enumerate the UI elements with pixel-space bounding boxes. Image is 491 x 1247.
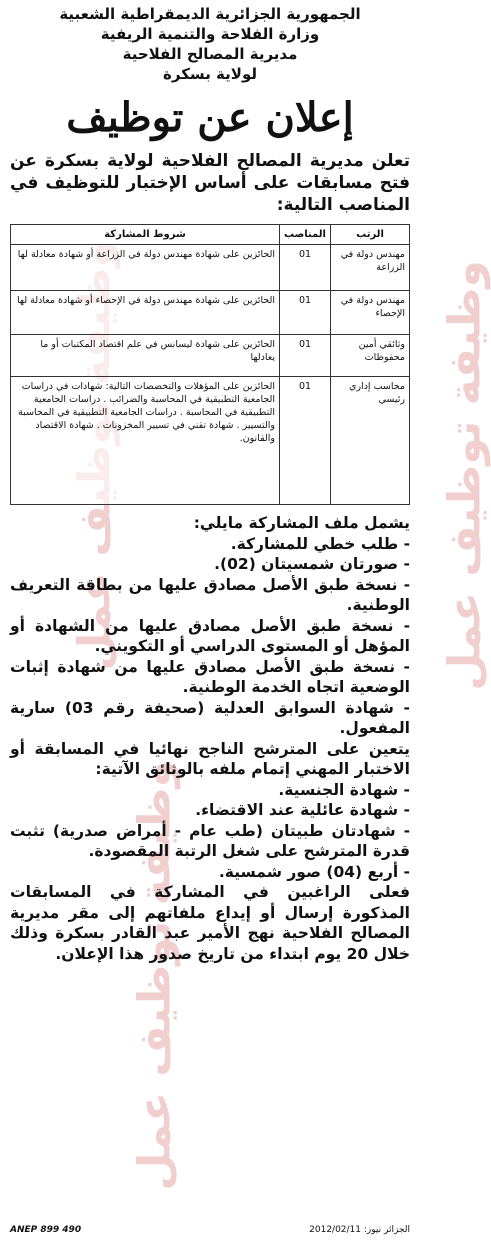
list-item: - شهادة السوابق العدلية (صحيفة رقم 03) سارية المفعول. bbox=[10, 698, 410, 737]
table-header-row bbox=[11, 225, 410, 245]
header-rank: الرتب bbox=[331, 225, 410, 245]
header bbox=[0, 4, 420, 84]
footer bbox=[10, 1225, 410, 1241]
application-details bbox=[0, 513, 420, 964]
publication-label: الجزائر نيوز: bbox=[363, 1225, 410, 1235]
list-item: - نسخة طبق الأصل مصادق عليها من شهادة إثبات الوضعية اتجاه الخدمة الوطنية. bbox=[10, 657, 410, 696]
file-contents-heading: يشمل ملف المشاركة مايلي: bbox=[193, 514, 410, 532]
table-row bbox=[11, 245, 410, 291]
list-item: - شهادة عائلية عند الاقتضاء. bbox=[195, 801, 410, 819]
header-posts: المناصب bbox=[280, 225, 331, 245]
positions-table bbox=[10, 224, 410, 505]
publication-date: 2012/02/11 bbox=[309, 1225, 362, 1235]
conditions-cell: الحائزين على شهادة مهندس دولة في الزراعة أو شهادة معادلة لها bbox=[11, 245, 280, 291]
list-item: - نسخة طبق الأصل مصادق عليها من الشهادة أو المؤهل أو المستوى الدراسي أو التكويني. bbox=[10, 616, 410, 655]
posts-cell: 01 bbox=[280, 335, 331, 377]
header-line-republic: الجمهورية الجزائرية الديمقراطية الشعبية bbox=[59, 5, 361, 23]
watermark-text-bottom: وظيفة توظيف عمل bbox=[129, 760, 181, 1191]
list-item: - طلب خطي للمشاركة. bbox=[230, 534, 410, 553]
conditions-cell: الحائزين على شهادة مهندس دولة في الإحصاء أو شهادة معادلة لها bbox=[11, 291, 280, 335]
anep-code: ANEP 899 490 bbox=[10, 1225, 82, 1235]
posts-cell: 01 bbox=[280, 291, 331, 335]
page-title: إعلان عن توظيف bbox=[66, 94, 354, 141]
rank-cell: مهندس دولة في الإحصاء bbox=[331, 291, 410, 335]
header-conditions: شروط المشاركة bbox=[11, 225, 280, 245]
table-row bbox=[11, 335, 410, 377]
submission-instructions: فعلى الراغبين في المشاركة في المسابقات المذكورة إرسال أو إيداع ملفاتهم إلى مقر مديرية المصالح الفلاحية نهج الأمير عبد القادر بسكرة وذلك خلال 20 يوم ابتداء من تاريخ صدور هذا الإعلان. bbox=[10, 883, 410, 963]
rank-cell: مهندس دولة في الزراعة bbox=[331, 245, 410, 291]
rank-cell: وثائقي أمين محفوظات bbox=[331, 335, 410, 377]
header-line-directorate: مديرية المصالح الفلاحية bbox=[122, 45, 298, 63]
list-item: - صورتان شمسيتان (02). bbox=[214, 555, 410, 573]
conditions-cell: الحائزين على شهادة ليسانس في علم اقتصاد المكتبات أو ما يعادلها bbox=[11, 335, 280, 377]
rank-cell: محاسب إداري رئيسي bbox=[331, 377, 410, 505]
intro-text: تعلن مديرية المصالح الفلاحية لولاية بسكرة عن فتح مسابقات على أساس الإختبار للتوظيف في المناصب التالية: bbox=[10, 151, 410, 215]
header-line-ministry: وزارة الفلاحة والتنمية الريفية bbox=[100, 25, 320, 43]
posts-cell: 01 bbox=[280, 377, 331, 505]
table-row bbox=[11, 377, 410, 505]
list-item: - أربع (04) صور شمسية. bbox=[218, 862, 410, 881]
successful-candidate-heading: يتعين على المترشح الناجح نهائيا في المسابقة أو الاختبار المهني إتمام ملفه بالوثائق الآتية: bbox=[10, 739, 410, 778]
posts-cell: 01 bbox=[280, 245, 331, 291]
table-row bbox=[11, 291, 410, 335]
list-item: - نسخة طبق الأصل مصادق عليها من بطاقة التعريف الوطنية. bbox=[10, 575, 410, 614]
conditions-cell: الحائزين على المؤهلات والتخصصات التالية: شهادات في دراسات الجامعية التطبيقية في المحاسبة والضرائب . دراسات الجامعية التطبيقية في المحاسبة . دراسات الجامعية التطبيقية في المحاسبة والتسيير . شهادة تقني في تسيير المخزونات . شهادة الاقتصاد والقانون. bbox=[11, 377, 280, 505]
list-item: - شهادة الجنسية. bbox=[278, 780, 410, 799]
header-line-wilaya: لولاية بسكرة bbox=[163, 65, 257, 83]
watermark-text-right: وظيفة توظيف عمل bbox=[439, 260, 491, 691]
publication-info bbox=[309, 1225, 410, 1235]
list-item: - شهادتان طبيتان (طب عام - أمراض صدرية) تثبت قدرة المترشح على شغل الرتبة المقصودة. bbox=[10, 821, 410, 860]
